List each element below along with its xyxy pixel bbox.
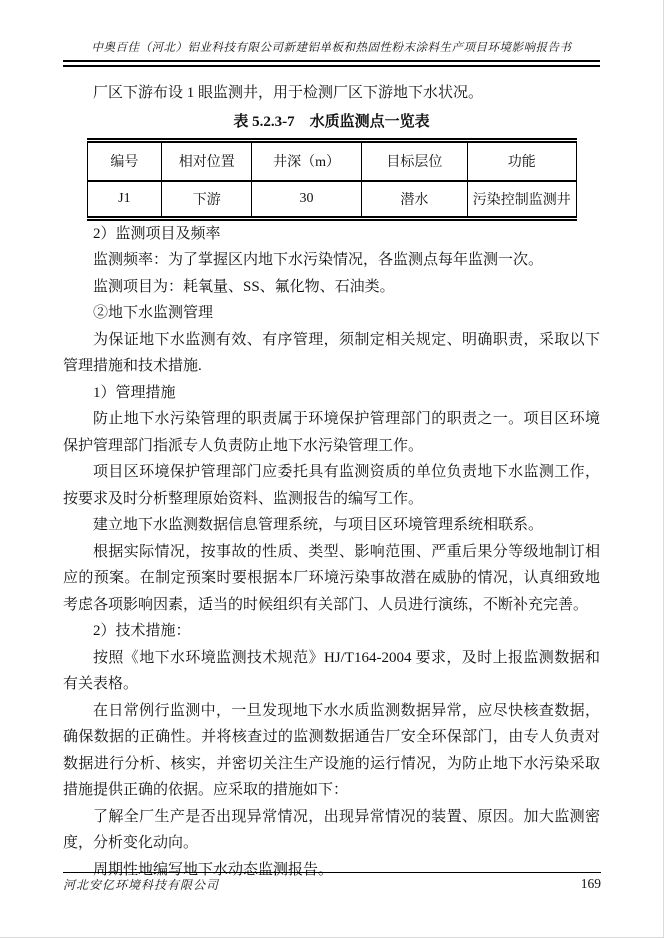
- table-header-row: [87, 140, 576, 181]
- paragraph: 了解全厂生产是否出现异常情况，出现异常情况的装置、原因。加大监测密度，分析变化动向。: [63, 808, 600, 851]
- paragraph: 项目区环境保护管理部门应委托具有监测资质的单位负责地下水监测工作，按要求及时分析整理原始资料、监测报告的编写工作。: [63, 464, 600, 507]
- paragraph: 防止地下水污染管理的职责属于环境保护管理部门的职责之一。项目区环境保护管理部门指派专人负责防止地下水污染管理工作。: [63, 411, 600, 454]
- document-body: [0, 67, 663, 883]
- page-header: [0, 0, 663, 67]
- report-title: 中奥百佳（河北）铝业科技有限公司新建铝单板和热固性粉末涂料生产项目环境影响报告书: [91, 42, 572, 54]
- col-header-well-depth: 井深（m）: [252, 140, 362, 181]
- paragraph: 周期性地编写地下水动态监测报告。: [93, 861, 334, 878]
- col-header-id: 编号: [87, 140, 162, 181]
- paragraph: 根据实际情况，按事故的性质、类型、影响范围、严重后果分等级地制订相应的预案。在制定预案时要根据本厂环境污染事故潜在威胁的情况，认真细致地考虑各项影响因素，适当的时候组织有关部门、人员进行演练，不断补充完善。: [63, 543, 600, 613]
- cell-well-depth: 30: [252, 181, 362, 218]
- cell-relative-position: 下游: [162, 181, 252, 218]
- page-footer: [63, 872, 601, 893]
- col-header-relative-position: 相对位置: [162, 140, 252, 181]
- paragraph: 为保证地下水监测有效、有序管理，须制定相关规定、明确职责，采取以下管理措施和技术措施.: [63, 331, 600, 374]
- paragraph: 2）技术措施：: [93, 623, 191, 639]
- paragraph: 监测项目为：耗氧量、SS、氟化物、石油类。: [93, 278, 395, 295]
- cell-function: 污染控制监测井: [467, 181, 576, 218]
- intro-paragraph: 厂区下游布设 1 眼监测井，用于检测厂区下游地下水状况。: [93, 85, 484, 101]
- paragraph: 2）监测项目及频率: [93, 225, 221, 242]
- col-header-function: 功能: [467, 140, 576, 181]
- paragraph: 监测频率：为了掌握区内地下水污染情况，各监测点每年监测一次。: [93, 252, 544, 268]
- cell-id: J1: [87, 181, 162, 218]
- water-monitoring-points-table: [87, 138, 577, 221]
- page-number: 169: [580, 876, 601, 891]
- paragraph: 在日常例行监测中，一旦发现地下水水质监测数据异常，应尽快核查数据，确保数据的正确性。并将核查过的监测数据通告厂安全环保部门，由专人负责对数据进行分析、核实，并密切关注生产设施的运行情况，为防止地下水污染采取措施提供正确的依据。应采取的措施如下：: [63, 702, 600, 798]
- paragraph: ②地下水监测管理: [93, 305, 214, 321]
- paragraph: 1）管理措施: [93, 384, 176, 401]
- footer-company-name: 河北安亿环境科技有限公司: [63, 878, 220, 892]
- table-caption: 表 5.2.3-7 水质监测点一览表: [233, 113, 430, 130]
- cell-target-layer: 潜水: [361, 181, 467, 218]
- table-row: [87, 181, 576, 218]
- paragraph: 按照《地下水环境监测技术规范》HJ/T164-2004 要求，及时上报监测数据和有关表格。: [63, 649, 600, 692]
- paragraph: 建立地下水监测数据信息管理系统，与项目区环境管理系统相联系。: [93, 517, 544, 533]
- header-double-rule: [63, 60, 600, 67]
- col-header-target-layer: 目标层位: [361, 140, 467, 181]
